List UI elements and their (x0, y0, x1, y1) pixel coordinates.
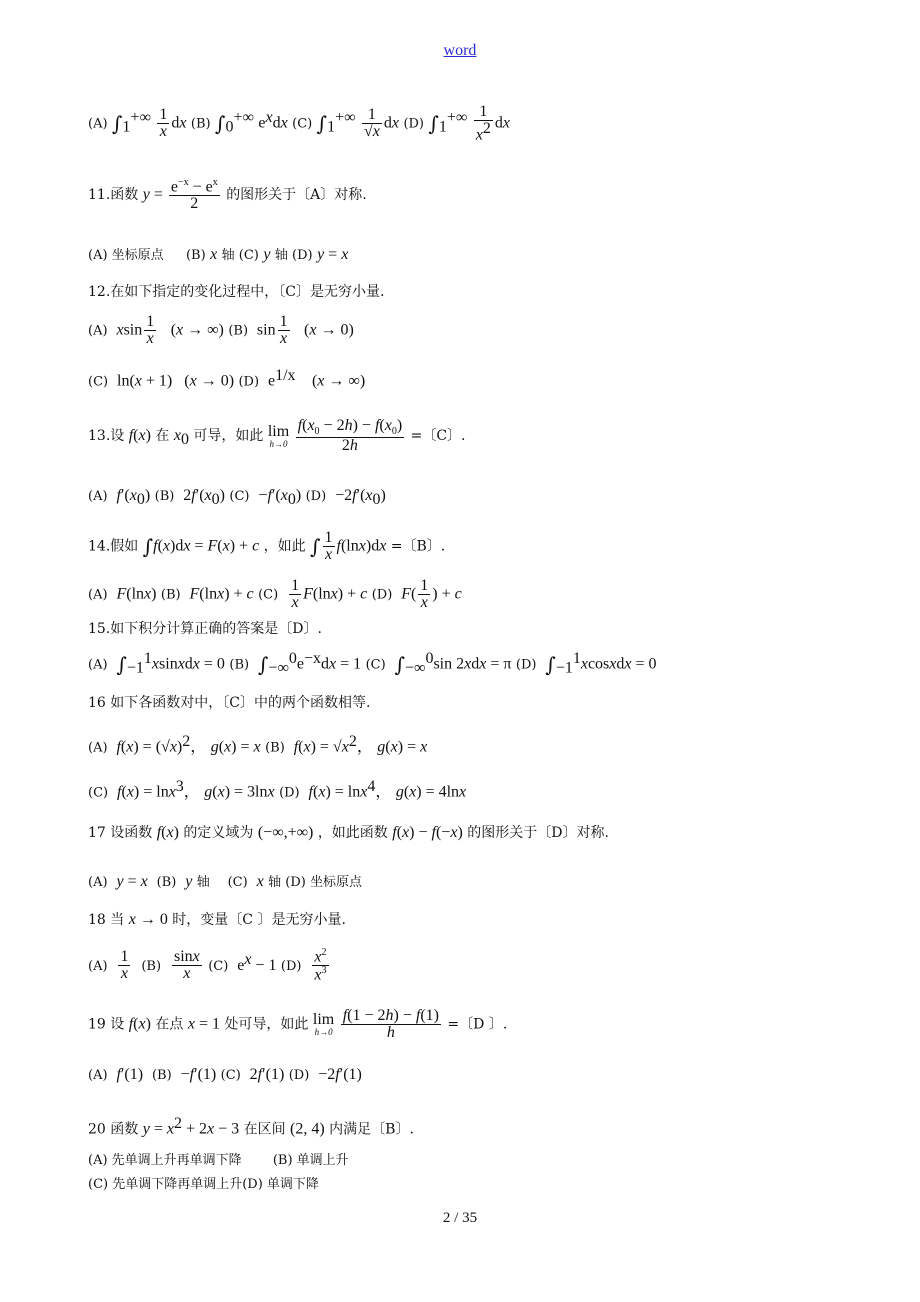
question-20-options-cd: (C) 先单调下降再单调上升(D) 单调下降 (88, 1177, 319, 1192)
question-19: 19 设 f(x) 在点 x = 1 处可导，如此 lim h→0 $\frac{f(1 - 2h) - f(1)}{h}$ =〔D 〕. (88, 1007, 508, 1041)
question-16: 16 如下各函数对中，〔C〕中的两个函数相等. (88, 695, 371, 711)
question-14-options: (A) F(lnx) (B) F(lnx) + c (C) $\frac{1}{x}$ F(lnx) + c (D) F( $\frac{1}{x}$ ) + c (88, 577, 462, 611)
header-word-link[interactable]: word (443, 42, 477, 59)
option-label-a: (A) (88, 116, 108, 132)
question-12-options-cd: (C) ln(x + 1) (x → 0) (D) $e^{1/x}$ (x → ∞) (88, 367, 366, 390)
question-18: 18 当 x → 0 时，变量〔C 〕是无穷小量. (88, 911, 346, 928)
q10-options: (A) $\int_1^{+\infty}$ $\frac{1}{x}$ dx (B) $\int_0^{+\infty}$ $e^xdx$ (C) $\int_1^{+\infty}$ $\frac{1}{√x}$ dx (D) $\int_1^{+\infty}$ $\frac{1}{x^2}$ dx (88, 103, 510, 144)
question-20-options-ab: (A) 先单调上升再单调下降 (B) 单调上升 (88, 1153, 349, 1168)
question-13: 13.设 f(x) 在 $x_0$ 可导，如此 lim h→0 $\frac{f(x_0 - 2h) - f(x_0)}{2h}$ =〔C〕. (88, 417, 466, 455)
option-label-d: (D) (403, 116, 425, 132)
question-19-options: (A) f′(1) (B) −f′(1) (C) 2f′(1) (D) −2f′(1) (88, 1066, 362, 1083)
question-16-options-cd: (C) f(x) = lnx$^3$， g(x) = 3lnx (D) f(x) = lnx$^4$， g(x) = 4lnx (88, 778, 467, 801)
question-17: 17 设函数 f(x) 的定义域为 (−∞,+∞) ，如此函数 f(x) − f(−x) 的图形关于〔D〕对称. (88, 824, 609, 841)
question-11: 11.函数 y = $\frac{e^{-x} - e^x}{2}$ 的图形关于〔A〕对称. (88, 177, 367, 213)
question-11-options: (A) 坐标原点 (B) x 轴 (C) y 轴 (D) y = x (88, 246, 349, 263)
question-12-options-ab: (A) xsin $\frac{1}{x}$ (x → ∞) (B) sin $\frac{1}{x}$ (x → 0) (88, 313, 354, 347)
question-16-options-ab: (A) $f(x) = (√x)^2$， g(x) = x (B) $f(x) = √x^2$， g(x) = x (88, 733, 428, 756)
question-12: 12.在如下指定的变化过程中，〔C〕是无穷小量. (88, 284, 385, 300)
question-14: 14.假如 ∫f(x)dx = F(x) + c ，如此 ∫ $\frac{1}{x}$ f(lnx)dx =〔B〕. (88, 529, 446, 563)
option-label-b: (B) (190, 116, 211, 132)
question-20: 20 函数 $y = x^2 + 2x - 3$ 在区间 (2, 4) 内满足〔B〕. (88, 1115, 414, 1138)
question-15-options: (A) $\int_{-1}^1xsinxdx = 0$ (B) $\int_{-\infty}^0e^{-x}dx = 1$ (C) $\int_{-\infty}^0\sin$ 2xdx = π (D) $\int_{-1}^1xcosxdx = 0$ (88, 650, 657, 677)
question-17-options: (A) y = x (B) y 轴 (C) x 轴 (D) 坐标原点 (88, 873, 363, 890)
page-number: 2 / 35 (442, 1210, 478, 1226)
option-label-c: (C) (292, 116, 313, 132)
question-13-options: (A) $f'(x_0)$ (B) $2f'(x_0)$ $(C) -f'(x_0)$ $(D) -2f'(x_0)$ (88, 487, 386, 508)
question-18-options: (A) $\frac{1}{x}$ (B) $\frac{\sin x}{x}$ (C) $e^x - 1$ (D) $\frac{x^2}{x^3}$ (88, 947, 327, 984)
question-15: 15.如下积分计算正确的答案是〔D〕. (88, 621, 322, 637)
